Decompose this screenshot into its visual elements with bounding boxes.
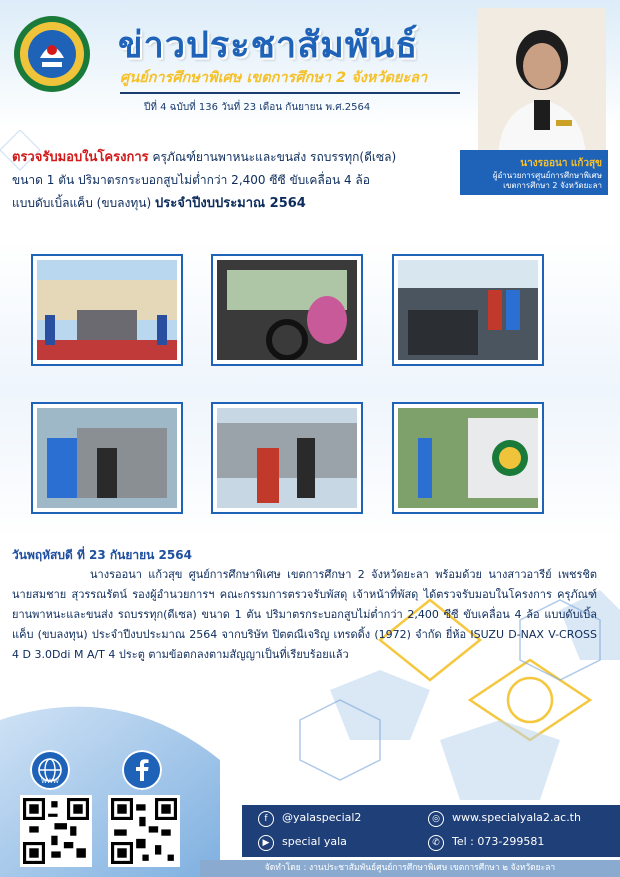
director-position-line2: เขตการศึกษา 2 จังหวัดยะลา bbox=[503, 181, 602, 190]
photo-group-outside bbox=[33, 256, 181, 364]
newsletter-title: ข่าวประชาสัมพันธ์ bbox=[118, 25, 419, 66]
headline-line1: ครุภัณฑ์ยานพาหนะและขนส่ง รถบรรทุก(ดีเซล) bbox=[152, 150, 397, 164]
article-date: วันพฤหัสบดี ที่ 23 กันยายน 2564 bbox=[12, 548, 192, 562]
photo-truck-door-logo bbox=[394, 404, 542, 512]
line-chat-icon: ▶ bbox=[258, 835, 274, 851]
newsletter-subtitle: ศูนย์การศึกษาพิเศษ เขตการศึกษา 2 จังหวัดยะลา bbox=[120, 70, 428, 86]
header-divider bbox=[120, 92, 460, 94]
director-position-line1: ผู้อำนวยการศูนย์การศึกษาพิเศษ bbox=[492, 171, 602, 180]
phone-icon: ✆ bbox=[428, 835, 444, 851]
phone-number[interactable]: Tel : 073-299581 bbox=[452, 835, 545, 848]
photo-driver-seat bbox=[213, 256, 361, 364]
facebook-handle[interactable]: @yalaspecial2 bbox=[282, 811, 362, 824]
school-logo bbox=[12, 14, 92, 94]
headline-lead: ตรวจรับมอบในโครงการ bbox=[12, 150, 149, 165]
issue-line: ปีที่ 4 ฉบับที่ 136 วันที่ 23 เดือน กันยายน พ.ศ.2564 bbox=[144, 102, 371, 113]
headline bbox=[12, 146, 452, 215]
credit-line: จัดทำโดย : งานประชาสัมพันธ์ศูนย์การศึกษาพิเศษ เขตการศึกษา ๒ จังหวัดยะลา bbox=[200, 860, 620, 877]
website-globe-icon: ◎ bbox=[428, 811, 444, 827]
article-body bbox=[12, 545, 597, 665]
director-name: นางรออนา แก้วสุข bbox=[520, 158, 602, 169]
qr-code-website[interactable] bbox=[20, 795, 92, 867]
qr-code-facebook[interactable] bbox=[108, 795, 180, 867]
globe-icon[interactable] bbox=[30, 750, 70, 790]
photo-engine-inspection bbox=[394, 256, 542, 364]
website-link[interactable]: www.specialyala2.ac.th bbox=[452, 811, 581, 824]
headline-line3a: แบบดับเบิ้ลแค็บ (ขบลงทุน) bbox=[12, 196, 152, 210]
headline-line3b: ประจำปีงบประมาณ 2564 bbox=[154, 196, 306, 211]
article-paragraph: นางรออนา แก้วสุข ศูนย์การศึกษาพิเศษ เขตการศึกษา 2 จังหวัดยะลา พร้อมด้วย นางสาวอารีย์ เพชรชิต นายสมชาย สุวรรณรัตน์ รองผู้อำนวยการฯ คณะกรรมการตรวจรับพัสดุ เจ้าหน้าที่พัสดุ ได้ตรวจรับมอบในโครงการ ครุภัณฑ์ยานพาหนะและขนส่ง รถบรรทุก(ดีเซล) ขนาด 1 ตัน ปริมาตรกระบอกสูบไม่ต่ำกว่า 2,400 ซีซี ขับเคลื่อน 4 ล้อ แบบดับเบิ้ลแค็บ (ขบลงทุน) ประจำปีงบประมาณ 2564 จากบริษัท ปิตตณีเจริญ เทรดดิ้ง (1972) จำกัด ยี่ห้อ ISUZU D-NAX V-CROSS 4 D 3.0Ddi M A/T 4 ประตู ตามข้อตกลงตามสัญญาเป็นที่เรียบร้อยแล้ว bbox=[12, 568, 597, 661]
photo-committee-check bbox=[213, 404, 361, 512]
facebook-small-icon: f bbox=[258, 811, 274, 827]
line-name[interactable]: special yala bbox=[282, 835, 347, 848]
photo-door-inspection bbox=[33, 404, 181, 512]
director-nameplate bbox=[460, 150, 608, 195]
director-portrait bbox=[478, 8, 606, 158]
svg-text:WWW: WWW bbox=[41, 778, 59, 785]
headline-line2: ขนาด 1 ตัน ปริมาตรกระบอกสูบไม่ต่ำกว่า 2,400 ซีซี ขับเคลื่อน 4 ล้อ bbox=[12, 173, 370, 187]
facebook-icon[interactable] bbox=[122, 750, 162, 790]
